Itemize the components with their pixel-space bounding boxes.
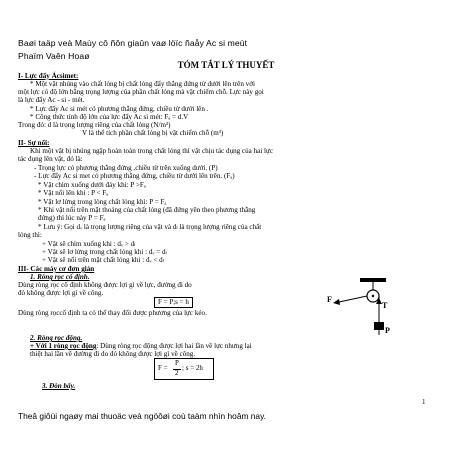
label-p: P (385, 326, 390, 335)
section2-line: * Vật lơ lửng trong lòng chất lỏng khi: P = Fₐ (38, 198, 167, 206)
section1-heading: I- Lực đẩy Ácsimet: (18, 72, 79, 80)
formula2-numerator: P (175, 359, 179, 367)
section2-line: * Lưu ý: Gọi dᵥ là trọng lượng riêng của vật và dₗ là trọng lượng riêng của chất (38, 223, 262, 231)
movable-pulley-lead: + Với 1 ròng rọc động (30, 342, 97, 350)
force-arrow-f (333, 299, 340, 305)
section3-line: Dùng ròng rọc cố định không được lợi gì về lực, đường đi do (18, 281, 192, 289)
header-author: Phaïm Vaên Hoaø (18, 51, 90, 61)
header-title: Baøi taäp veà Maùy cô ñôn giaûn vaø löïc ñaåy Ac si meùt (18, 38, 248, 48)
formula-movable-pulley (154, 358, 214, 380)
section1-line: Trong đó: d là trọng lượng riêng của chất lỏng (N/m³) (18, 121, 171, 129)
rope-pull-side (339, 296, 367, 302)
section1-line: V là thể tích phần chất lỏng bị vật chiếm chỗ (m³) (82, 129, 224, 137)
page-title: TÓM TẮT LÝ THUYẾT (177, 60, 275, 70)
subheading-movable-pulley: 2. Ròng rọc động. (30, 334, 83, 342)
page-number: 1 (422, 398, 426, 406)
section1-line: một lực có độ lớn bằng trọng lượng của phần chất lỏng mà vật chiếm chỗ. Lực này gọi (18, 88, 264, 96)
section2-line: tác dụng lên vật, đó là: (18, 155, 83, 163)
subheading-fixed-pulley: 1. Ròng rọc cố định. (30, 273, 90, 281)
section2-heading: II- Sự nổi: (18, 139, 50, 147)
pulley-axle (372, 295, 374, 297)
section2-line: Khi một vật bị nhúng ngập hoàn toàn trong chất lỏng thì vật chịu tác dụng của hai lực (30, 147, 274, 155)
section2-line: + Vật sẽ nổi trên mặt chất lỏng khi : dᵥ < dₗ (42, 256, 164, 264)
section3-line (30, 342, 252, 350)
section2-line: + Vật sẽ chìm xuống khi : dᵥ > dₗ (42, 240, 136, 248)
label-f: F (327, 295, 332, 304)
movable-pulley-text: : Dùng ròng rọc động được lợi hai lần về lực nhưng lại (96, 342, 252, 350)
formula2-denominator: 2 (175, 369, 179, 377)
label-t: T (382, 301, 388, 310)
section1-line: là lực đẩy Ac - si - mét. (18, 96, 85, 104)
section1-line: * Một vật nhúng vào chất lỏng bị chất lỏng đẩy thẳng đứng từ dưới lên trên với (30, 80, 255, 88)
formula2-right: ; s = 2h (182, 364, 203, 372)
section3-line: đó không được lợi gì về công. (18, 289, 104, 297)
section2-line: * Vật chìm xuống dưới đáy khi: P >Fₐ (38, 181, 146, 189)
ceiling-mount (360, 278, 386, 282)
footer-motto: Theâ giôùi ngaøy mai thuoäc veà ngöôøi coù taàm nhìn hoâm nay. (18, 411, 266, 421)
fixed-pulley-figure (325, 278, 395, 336)
section2-line: - Trọng lực có phương thẳng đứng ,chiều từ trên xuống dưới. (P) (34, 164, 218, 172)
section3-line: thiệt hai lần về đường đi do đó không được lợi gì về công. (30, 350, 196, 358)
section1-line: * Lực đẩy Ac si mét có phương thẳng đứng, chiều từ dưới lên . (30, 105, 209, 113)
load-block (374, 322, 384, 330)
section2-line: * Khi vật nổi trên mặt thoáng của chất lỏng (đã đứng yên theo phương thẳng (38, 206, 256, 214)
formula-fixed-pulley: F = P;s = h (154, 297, 193, 308)
section2-line: - Lực đẩy Ac si met có phương thẳng đứng, chiều từ dưới lên trên. (Fₐ) (34, 172, 235, 180)
section2-line: lỏng thì: (18, 231, 42, 239)
section2-line: * Vật nổi lên khi : P < Fₐ (38, 189, 109, 197)
section2-line: đứng) thì lúc này P = Fₐ (38, 214, 106, 222)
section3-heading: III- Các máy cơ đơn giản (18, 265, 95, 273)
formula2-left: F = (158, 364, 168, 372)
section1-line: * Công thức tính độ lớn của lực đẩy Ac si mét: Fₐ = d.V (30, 113, 189, 121)
subheading-lever: 3. Đòn bẩy. (42, 382, 76, 390)
section2-line: + Vật sẽ lơ lửng trong chất lỏng khi : dᵥ = dₗ (42, 248, 167, 256)
section3-line: Dùng ròng rọccố định ta có thể thay đổi được phương của lực kéo. (18, 309, 207, 317)
